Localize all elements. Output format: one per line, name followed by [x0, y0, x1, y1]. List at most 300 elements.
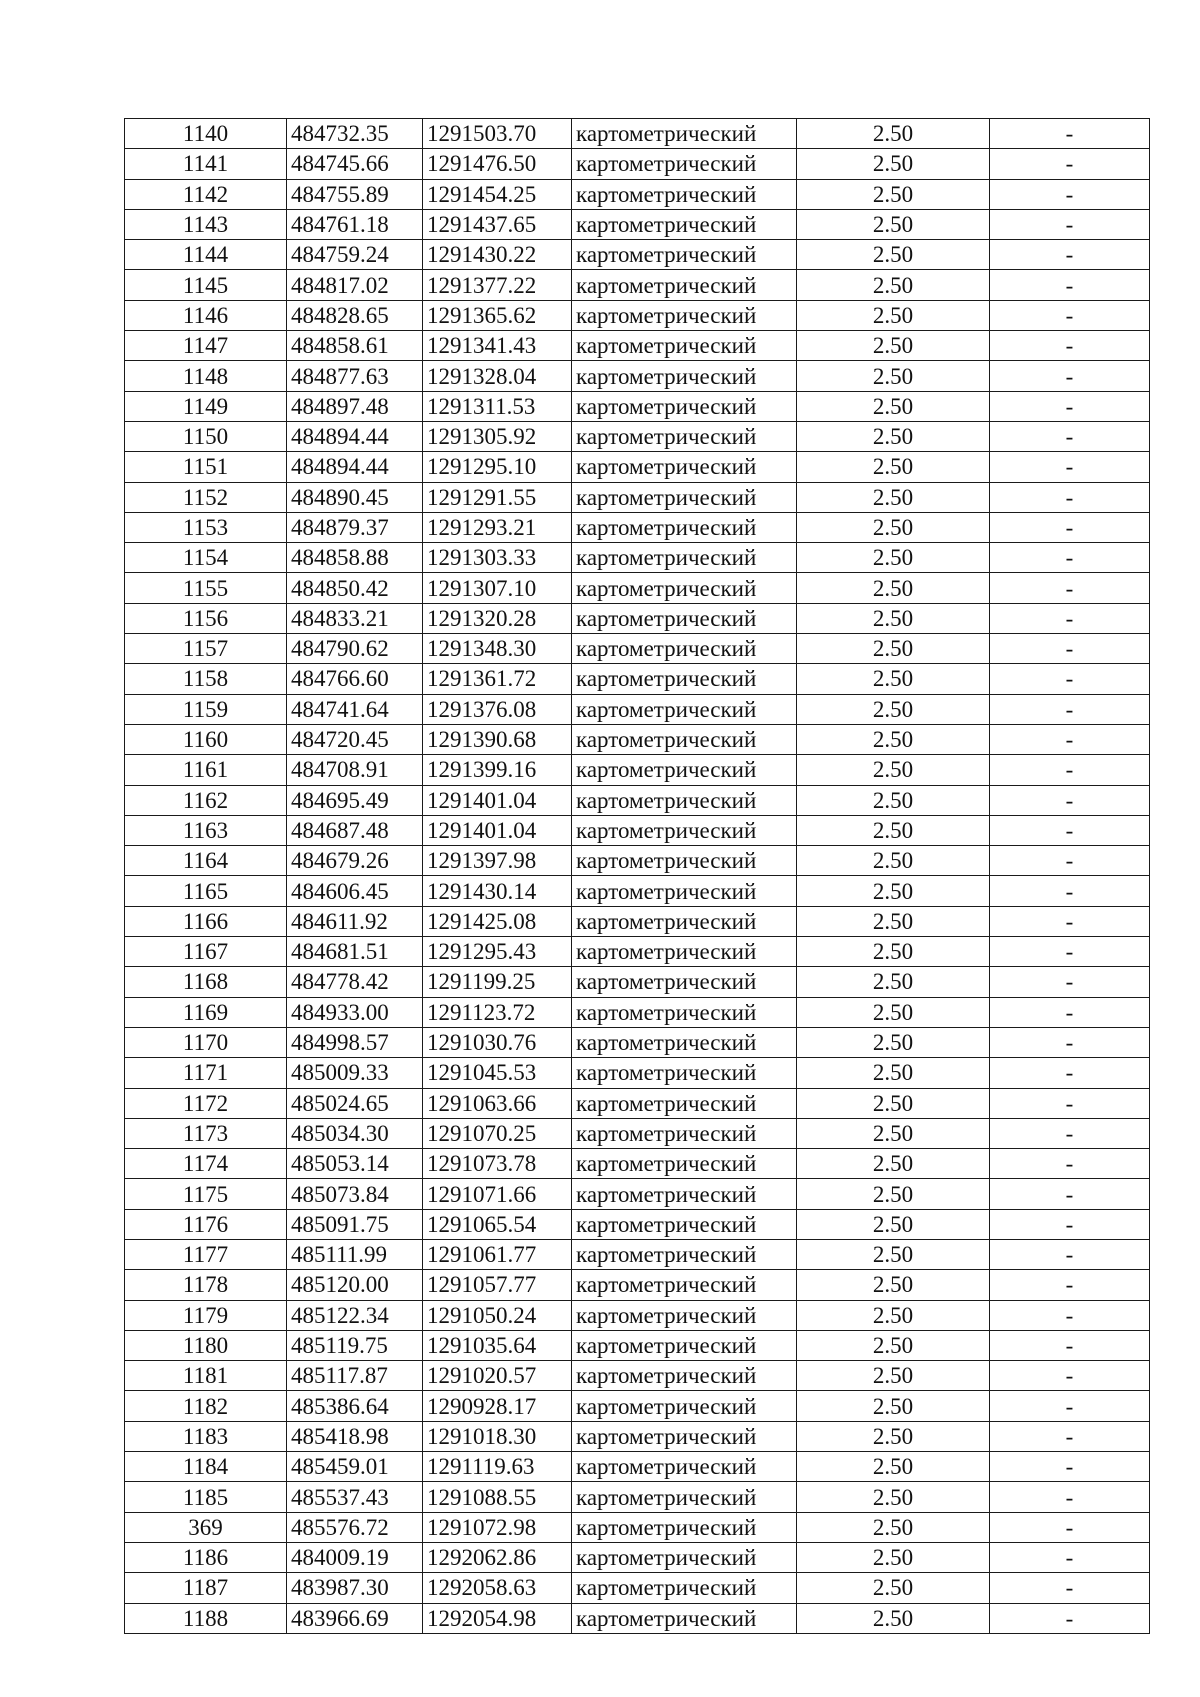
- note-cell: -: [990, 179, 1150, 209]
- accuracy-cell: 2.50: [797, 1058, 990, 1088]
- y-coordinate-cell: 1291045.53: [423, 1058, 572, 1088]
- table-row: [125, 846, 1150, 876]
- point-number-cell: 1154: [125, 543, 287, 573]
- x-coordinate-cell: 484720.45: [287, 724, 423, 754]
- note-cell: -: [990, 1118, 1150, 1148]
- table-row: [125, 270, 1150, 300]
- note-cell: -: [990, 1088, 1150, 1118]
- method-cell: картометрический: [572, 1209, 797, 1239]
- method-cell: картометрический: [572, 1452, 797, 1482]
- accuracy-cell: 2.50: [797, 1573, 990, 1603]
- x-coordinate-cell: 484817.02: [287, 270, 423, 300]
- note-cell: -: [990, 300, 1150, 330]
- x-coordinate-cell: 484741.64: [287, 694, 423, 724]
- note-cell: -: [990, 1452, 1150, 1482]
- x-coordinate-cell: 484850.42: [287, 573, 423, 603]
- accuracy-cell: 2.50: [797, 1391, 990, 1421]
- note-cell: -: [990, 876, 1150, 906]
- table-body: [125, 119, 1150, 1634]
- x-coordinate-cell: 484858.88: [287, 543, 423, 573]
- accuracy-cell: 2.50: [797, 1452, 990, 1482]
- table-row: [125, 1330, 1150, 1360]
- x-coordinate-cell: 485073.84: [287, 1179, 423, 1209]
- x-coordinate-cell: 485034.30: [287, 1118, 423, 1148]
- point-number-cell: 1141: [125, 149, 287, 179]
- x-coordinate-cell: 485459.01: [287, 1452, 423, 1482]
- x-coordinate-cell: 484877.63: [287, 361, 423, 391]
- note-cell: -: [990, 1027, 1150, 1057]
- y-coordinate-cell: 1291320.28: [423, 603, 572, 633]
- y-coordinate-cell: 1291425.08: [423, 906, 572, 936]
- point-number-cell: 1148: [125, 361, 287, 391]
- table-row: [125, 1270, 1150, 1300]
- y-coordinate-cell: 1290928.17: [423, 1391, 572, 1421]
- note-cell: -: [990, 724, 1150, 754]
- method-cell: картометрический: [572, 1603, 797, 1633]
- point-number-cell: 1159: [125, 694, 287, 724]
- point-number-cell: 1146: [125, 300, 287, 330]
- point-number-cell: 1170: [125, 1027, 287, 1057]
- table-row: [125, 1209, 1150, 1239]
- x-coordinate-cell: 484745.66: [287, 149, 423, 179]
- accuracy-cell: 2.50: [797, 1512, 990, 1542]
- y-coordinate-cell: 1292058.63: [423, 1573, 572, 1603]
- method-cell: картометрический: [572, 119, 797, 149]
- table-row: [125, 1058, 1150, 1088]
- table-row: [125, 724, 1150, 754]
- method-cell: картометрический: [572, 361, 797, 391]
- y-coordinate-cell: 1291199.25: [423, 967, 572, 997]
- point-number-cell: 1151: [125, 452, 287, 482]
- table-row: [125, 664, 1150, 694]
- x-coordinate-cell: 484766.60: [287, 664, 423, 694]
- x-coordinate-cell: 484759.24: [287, 240, 423, 270]
- x-coordinate-cell: 485053.14: [287, 1149, 423, 1179]
- note-cell: -: [990, 755, 1150, 785]
- table-row: [125, 1149, 1150, 1179]
- accuracy-cell: 2.50: [797, 1270, 990, 1300]
- point-number-cell: 1156: [125, 603, 287, 633]
- accuracy-cell: 2.50: [797, 149, 990, 179]
- table-row: [125, 300, 1150, 330]
- x-coordinate-cell: 484894.44: [287, 421, 423, 451]
- method-cell: картометрический: [572, 664, 797, 694]
- method-cell: картометрический: [572, 1482, 797, 1512]
- x-coordinate-cell: 484894.44: [287, 452, 423, 482]
- table-row: [125, 1542, 1150, 1572]
- table-row: [125, 179, 1150, 209]
- y-coordinate-cell: 1291071.66: [423, 1179, 572, 1209]
- accuracy-cell: 2.50: [797, 209, 990, 239]
- point-number-cell: 1165: [125, 876, 287, 906]
- y-coordinate-cell: 1292062.86: [423, 1542, 572, 1572]
- point-number-cell: 1177: [125, 1239, 287, 1269]
- y-coordinate-cell: 1291065.54: [423, 1209, 572, 1239]
- accuracy-cell: 2.50: [797, 1542, 990, 1572]
- accuracy-cell: 2.50: [797, 846, 990, 876]
- accuracy-cell: 2.50: [797, 634, 990, 664]
- accuracy-cell: 2.50: [797, 1421, 990, 1451]
- point-number-cell: 1161: [125, 755, 287, 785]
- note-cell: -: [990, 846, 1150, 876]
- note-cell: -: [990, 1330, 1150, 1360]
- table-row: [125, 1512, 1150, 1542]
- accuracy-cell: 2.50: [797, 1118, 990, 1148]
- y-coordinate-cell: 1291399.16: [423, 755, 572, 785]
- x-coordinate-cell: 484755.89: [287, 179, 423, 209]
- accuracy-cell: 2.50: [797, 603, 990, 633]
- table-row: [125, 1300, 1150, 1330]
- accuracy-cell: 2.50: [797, 785, 990, 815]
- point-number-cell: 1166: [125, 906, 287, 936]
- y-coordinate-cell: 1291430.14: [423, 876, 572, 906]
- y-coordinate-cell: 1291401.04: [423, 815, 572, 845]
- method-cell: картометрический: [572, 1239, 797, 1269]
- y-coordinate-cell: 1291035.64: [423, 1330, 572, 1360]
- accuracy-cell: 2.50: [797, 1300, 990, 1330]
- method-cell: картометрический: [572, 270, 797, 300]
- y-coordinate-cell: 1291390.68: [423, 724, 572, 754]
- table-row: [125, 1603, 1150, 1633]
- x-coordinate-cell: 484606.45: [287, 876, 423, 906]
- table-row: [125, 421, 1150, 451]
- method-cell: картометрический: [572, 1179, 797, 1209]
- table-row: [125, 482, 1150, 512]
- point-number-cell: 1140: [125, 119, 287, 149]
- x-coordinate-cell: 485122.34: [287, 1300, 423, 1330]
- table-row: [125, 149, 1150, 179]
- x-coordinate-cell: 485418.98: [287, 1421, 423, 1451]
- point-number-cell: 1172: [125, 1088, 287, 1118]
- method-cell: картометрический: [572, 755, 797, 785]
- method-cell: картометрический: [572, 1573, 797, 1603]
- method-cell: картометрический: [572, 1361, 797, 1391]
- note-cell: -: [990, 1361, 1150, 1391]
- table-row: [125, 603, 1150, 633]
- x-coordinate-cell: 484778.42: [287, 967, 423, 997]
- accuracy-cell: 2.50: [797, 391, 990, 421]
- y-coordinate-cell: 1291061.77: [423, 1239, 572, 1269]
- note-cell: -: [990, 573, 1150, 603]
- accuracy-cell: 2.50: [797, 119, 990, 149]
- method-cell: картометрический: [572, 573, 797, 603]
- table-row: [125, 1452, 1150, 1482]
- table-row: [125, 452, 1150, 482]
- x-coordinate-cell: 483966.69: [287, 1603, 423, 1633]
- note-cell: -: [990, 1270, 1150, 1300]
- note-cell: -: [990, 452, 1150, 482]
- method-cell: картометрический: [572, 906, 797, 936]
- x-coordinate-cell: 484611.92: [287, 906, 423, 936]
- method-cell: картометрический: [572, 1118, 797, 1148]
- method-cell: картометрический: [572, 997, 797, 1027]
- note-cell: -: [990, 815, 1150, 845]
- x-coordinate-cell: 485576.72: [287, 1512, 423, 1542]
- note-cell: -: [990, 1603, 1150, 1633]
- table-row: [125, 755, 1150, 785]
- method-cell: картометрический: [572, 149, 797, 179]
- x-coordinate-cell: 485091.75: [287, 1209, 423, 1239]
- accuracy-cell: 2.50: [797, 1330, 990, 1360]
- point-number-cell: 1144: [125, 240, 287, 270]
- point-number-cell: 1182: [125, 1391, 287, 1421]
- method-cell: картометрический: [572, 815, 797, 845]
- method-cell: картометрический: [572, 603, 797, 633]
- note-cell: -: [990, 119, 1150, 149]
- note-cell: -: [990, 664, 1150, 694]
- y-coordinate-cell: 1292054.98: [423, 1603, 572, 1633]
- y-coordinate-cell: 1291341.43: [423, 331, 572, 361]
- method-cell: картометрический: [572, 1391, 797, 1421]
- point-number-cell: 1142: [125, 179, 287, 209]
- table-row: [125, 543, 1150, 573]
- method-cell: картометрический: [572, 724, 797, 754]
- note-cell: -: [990, 1482, 1150, 1512]
- y-coordinate-cell: 1291328.04: [423, 361, 572, 391]
- note-cell: -: [990, 1239, 1150, 1269]
- x-coordinate-cell: 484679.26: [287, 846, 423, 876]
- method-cell: картометрический: [572, 512, 797, 542]
- y-coordinate-cell: 1291050.24: [423, 1300, 572, 1330]
- point-number-cell: 1153: [125, 512, 287, 542]
- y-coordinate-cell: 1291073.78: [423, 1149, 572, 1179]
- document-page: [124, 118, 1149, 1634]
- x-coordinate-cell: 484687.48: [287, 815, 423, 845]
- accuracy-cell: 2.50: [797, 270, 990, 300]
- y-coordinate-cell: 1291295.43: [423, 937, 572, 967]
- table-row: [125, 937, 1150, 967]
- x-coordinate-cell: 485120.00: [287, 1270, 423, 1300]
- table-row: [125, 573, 1150, 603]
- method-cell: картометрический: [572, 1149, 797, 1179]
- method-cell: картометрический: [572, 331, 797, 361]
- method-cell: картометрический: [572, 967, 797, 997]
- point-number-cell: 1164: [125, 846, 287, 876]
- y-coordinate-cell: 1291063.66: [423, 1088, 572, 1118]
- note-cell: -: [990, 482, 1150, 512]
- note-cell: -: [990, 1421, 1150, 1451]
- accuracy-cell: 2.50: [797, 724, 990, 754]
- note-cell: -: [990, 1542, 1150, 1572]
- method-cell: картометрический: [572, 209, 797, 239]
- point-number-cell: 1169: [125, 997, 287, 1027]
- accuracy-cell: 2.50: [797, 755, 990, 785]
- table-row: [125, 331, 1150, 361]
- point-number-cell: 1158: [125, 664, 287, 694]
- method-cell: картометрический: [572, 1330, 797, 1360]
- point-number-cell: 1173: [125, 1118, 287, 1148]
- note-cell: -: [990, 1149, 1150, 1179]
- point-number-cell: 1155: [125, 573, 287, 603]
- method-cell: картометрический: [572, 1027, 797, 1057]
- note-cell: -: [990, 149, 1150, 179]
- table-row: [125, 1027, 1150, 1057]
- point-number-cell: 1185: [125, 1482, 287, 1512]
- x-coordinate-cell: 485117.87: [287, 1361, 423, 1391]
- y-coordinate-cell: 1291311.53: [423, 391, 572, 421]
- y-coordinate-cell: 1291454.25: [423, 179, 572, 209]
- point-number-cell: 1163: [125, 815, 287, 845]
- note-cell: -: [990, 906, 1150, 936]
- accuracy-cell: 2.50: [797, 331, 990, 361]
- method-cell: картометрический: [572, 1512, 797, 1542]
- table-row: [125, 997, 1150, 1027]
- point-number-cell: 1175: [125, 1179, 287, 1209]
- x-coordinate-cell: 485111.99: [287, 1239, 423, 1269]
- point-number-cell: 1157: [125, 634, 287, 664]
- table-row: [125, 876, 1150, 906]
- y-coordinate-cell: 1291437.65: [423, 209, 572, 239]
- table-row: [125, 694, 1150, 724]
- x-coordinate-cell: 484833.21: [287, 603, 423, 633]
- accuracy-cell: 2.50: [797, 543, 990, 573]
- x-coordinate-cell: 484732.35: [287, 119, 423, 149]
- y-coordinate-cell: 1291020.57: [423, 1361, 572, 1391]
- table-row: [125, 1179, 1150, 1209]
- method-cell: картометрический: [572, 876, 797, 906]
- y-coordinate-cell: 1291397.98: [423, 846, 572, 876]
- point-number-cell: 1184: [125, 1452, 287, 1482]
- note-cell: -: [990, 997, 1150, 1027]
- table-row: [125, 1482, 1150, 1512]
- point-number-cell: 1187: [125, 1573, 287, 1603]
- table-row: [125, 967, 1150, 997]
- y-coordinate-cell: 1291365.62: [423, 300, 572, 330]
- method-cell: картометрический: [572, 846, 797, 876]
- accuracy-cell: 2.50: [797, 361, 990, 391]
- y-coordinate-cell: 1291072.98: [423, 1512, 572, 1542]
- accuracy-cell: 2.50: [797, 1209, 990, 1239]
- note-cell: -: [990, 361, 1150, 391]
- method-cell: картометрический: [572, 452, 797, 482]
- x-coordinate-cell: 484890.45: [287, 482, 423, 512]
- method-cell: картометрический: [572, 785, 797, 815]
- x-coordinate-cell: 485537.43: [287, 1482, 423, 1512]
- note-cell: -: [990, 603, 1150, 633]
- x-coordinate-cell: 484828.65: [287, 300, 423, 330]
- accuracy-cell: 2.50: [797, 452, 990, 482]
- point-number-cell: 1174: [125, 1149, 287, 1179]
- x-coordinate-cell: 484708.91: [287, 755, 423, 785]
- accuracy-cell: 2.50: [797, 937, 990, 967]
- table-row: [125, 119, 1150, 149]
- x-coordinate-cell: 484761.18: [287, 209, 423, 239]
- note-cell: -: [990, 240, 1150, 270]
- point-number-cell: 1183: [125, 1421, 287, 1451]
- accuracy-cell: 2.50: [797, 997, 990, 1027]
- table-row: [125, 361, 1150, 391]
- y-coordinate-cell: 1291293.21: [423, 512, 572, 542]
- y-coordinate-cell: 1291070.25: [423, 1118, 572, 1148]
- table-row: [125, 634, 1150, 664]
- y-coordinate-cell: 1291303.33: [423, 543, 572, 573]
- note-cell: -: [990, 1209, 1150, 1239]
- accuracy-cell: 2.50: [797, 512, 990, 542]
- note-cell: -: [990, 1179, 1150, 1209]
- table-row: [125, 785, 1150, 815]
- y-coordinate-cell: 1291348.30: [423, 634, 572, 664]
- table-row: [125, 1088, 1150, 1118]
- point-number-cell: 1181: [125, 1361, 287, 1391]
- x-coordinate-cell: 484879.37: [287, 512, 423, 542]
- method-cell: картометрический: [572, 1088, 797, 1118]
- method-cell: картометрический: [572, 1421, 797, 1451]
- note-cell: -: [990, 270, 1150, 300]
- point-number-cell: 1167: [125, 937, 287, 967]
- point-number-cell: 1168: [125, 967, 287, 997]
- y-coordinate-cell: 1291430.22: [423, 240, 572, 270]
- table-row: [125, 240, 1150, 270]
- accuracy-cell: 2.50: [797, 1088, 990, 1118]
- y-coordinate-cell: 1291476.50: [423, 149, 572, 179]
- x-coordinate-cell: 483987.30: [287, 1573, 423, 1603]
- note-cell: -: [990, 391, 1150, 421]
- accuracy-cell: 2.50: [797, 1149, 990, 1179]
- method-cell: картометрический: [572, 543, 797, 573]
- table-row: [125, 906, 1150, 936]
- y-coordinate-cell: 1291377.22: [423, 270, 572, 300]
- point-number-cell: 1186: [125, 1542, 287, 1572]
- table-row: [125, 815, 1150, 845]
- y-coordinate-cell: 1291057.77: [423, 1270, 572, 1300]
- note-cell: -: [990, 421, 1150, 451]
- method-cell: картометрический: [572, 634, 797, 664]
- point-number-cell: 1162: [125, 785, 287, 815]
- table-row: [125, 1239, 1150, 1269]
- y-coordinate-cell: 1291123.72: [423, 997, 572, 1027]
- note-cell: -: [990, 1300, 1150, 1330]
- table-row: [125, 1573, 1150, 1603]
- accuracy-cell: 2.50: [797, 1603, 990, 1633]
- y-coordinate-cell: 1291088.55: [423, 1482, 572, 1512]
- point-number-cell: 1150: [125, 421, 287, 451]
- point-number-cell: 1178: [125, 1270, 287, 1300]
- accuracy-cell: 2.50: [797, 876, 990, 906]
- x-coordinate-cell: 485024.65: [287, 1088, 423, 1118]
- coordinates-table: [124, 118, 1150, 1634]
- x-coordinate-cell: 485386.64: [287, 1391, 423, 1421]
- note-cell: -: [990, 1573, 1150, 1603]
- note-cell: -: [990, 785, 1150, 815]
- y-coordinate-cell: 1291291.55: [423, 482, 572, 512]
- accuracy-cell: 2.50: [797, 967, 990, 997]
- accuracy-cell: 2.50: [797, 421, 990, 451]
- method-cell: картометрический: [572, 937, 797, 967]
- accuracy-cell: 2.50: [797, 1239, 990, 1269]
- note-cell: -: [990, 1512, 1150, 1542]
- accuracy-cell: 2.50: [797, 573, 990, 603]
- accuracy-cell: 2.50: [797, 906, 990, 936]
- point-number-cell: 1145: [125, 270, 287, 300]
- note-cell: -: [990, 967, 1150, 997]
- method-cell: картометрический: [572, 482, 797, 512]
- method-cell: картометрический: [572, 1270, 797, 1300]
- point-number-cell: 1176: [125, 1209, 287, 1239]
- y-coordinate-cell: 1291307.10: [423, 573, 572, 603]
- method-cell: картометрический: [572, 391, 797, 421]
- method-cell: картометрический: [572, 1300, 797, 1330]
- accuracy-cell: 2.50: [797, 240, 990, 270]
- note-cell: -: [990, 634, 1150, 664]
- x-coordinate-cell: 484858.61: [287, 331, 423, 361]
- accuracy-cell: 2.50: [797, 1482, 990, 1512]
- method-cell: картометрический: [572, 694, 797, 724]
- y-coordinate-cell: 1291401.04: [423, 785, 572, 815]
- method-cell: картометрический: [572, 421, 797, 451]
- method-cell: картометрический: [572, 1058, 797, 1088]
- y-coordinate-cell: 1291018.30: [423, 1421, 572, 1451]
- accuracy-cell: 2.50: [797, 694, 990, 724]
